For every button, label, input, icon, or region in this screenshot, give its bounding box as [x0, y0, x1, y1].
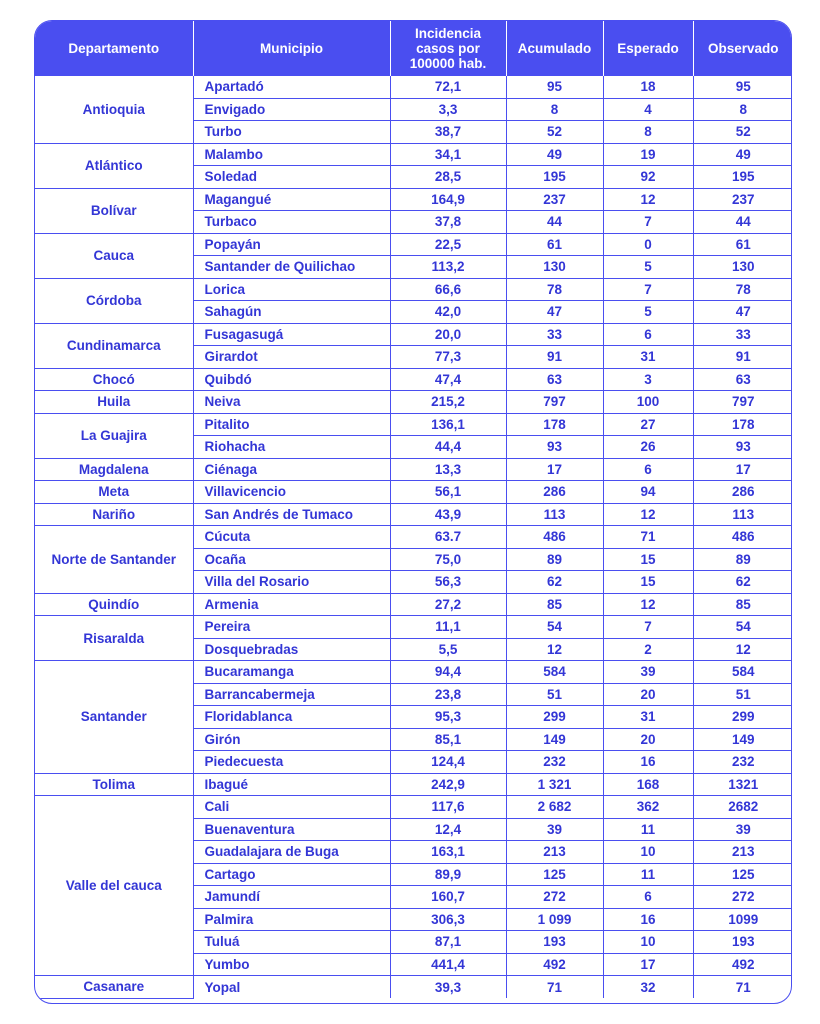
esperado-cell: 27	[603, 413, 693, 436]
acumulado-cell: 195	[506, 166, 603, 189]
acumulado-cell: 51	[506, 683, 603, 706]
incidencia-cell: 117,6	[390, 796, 506, 819]
incidencia-cell: 89,9	[390, 863, 506, 886]
incidencia-cell: 124,4	[390, 751, 506, 774]
municipio-cell: Popayán	[193, 233, 390, 256]
esperado-cell: 26	[603, 436, 693, 459]
incidencia-cell: 38,7	[390, 121, 506, 144]
esperado-cell: 16	[603, 908, 693, 931]
esperado-cell: 6	[603, 886, 693, 909]
acumulado-cell: 62	[506, 571, 603, 594]
table-row	[35, 616, 792, 639]
acumulado-cell: 1 099	[506, 908, 603, 931]
table-row	[35, 458, 792, 481]
incidencia-cell: 136,1	[390, 413, 506, 436]
acumulado-cell: 54	[506, 616, 603, 639]
acumulado-cell: 286	[506, 481, 603, 504]
esperado-cell: 17	[603, 953, 693, 976]
departamento-cell: Antioquia	[35, 76, 193, 144]
municipio-cell: Girardot	[193, 346, 390, 369]
acumulado-cell: 299	[506, 706, 603, 729]
municipio-cell: Piedecuesta	[193, 751, 390, 774]
municipio-cell: Yumbo	[193, 953, 390, 976]
incidencia-cell: 94,4	[390, 661, 506, 684]
municipio-cell: Barrancabermeja	[193, 683, 390, 706]
municipio-cell: Bucaramanga	[193, 661, 390, 684]
departamento-cell: Bolívar	[35, 188, 193, 233]
incidencia-cell: 160,7	[390, 886, 506, 909]
incidencia-cell: 77,3	[390, 346, 506, 369]
table-row	[35, 76, 792, 99]
acumulado-cell: 237	[506, 188, 603, 211]
esperado-cell: 7	[603, 278, 693, 301]
municipio-cell: Cali	[193, 796, 390, 819]
observado-cell: 1099	[693, 908, 792, 931]
observado-cell: 71	[693, 976, 792, 999]
municipio-cell: Villa del Rosario	[193, 571, 390, 594]
header-municipio: Municipio	[193, 21, 390, 76]
municipio-cell: Ciénaga	[193, 458, 390, 481]
incidencia-cell: 66,6	[390, 278, 506, 301]
observado-cell: 125	[693, 863, 792, 886]
acumulado-cell: 47	[506, 301, 603, 324]
municipio-cell: Malambo	[193, 143, 390, 166]
acumulado-cell: 178	[506, 413, 603, 436]
esperado-cell: 11	[603, 818, 693, 841]
esperado-cell: 8	[603, 121, 693, 144]
incidencia-cell: 12,4	[390, 818, 506, 841]
observado-cell: 178	[693, 413, 792, 436]
observado-cell: 195	[693, 166, 792, 189]
incidencia-cell: 34,1	[390, 143, 506, 166]
acumulado-cell: 93	[506, 436, 603, 459]
table-row	[35, 503, 792, 526]
acumulado-cell: 12	[506, 638, 603, 661]
incidencia-cell: 43,9	[390, 503, 506, 526]
municipio-cell: Turbaco	[193, 211, 390, 234]
acumulado-cell: 193	[506, 931, 603, 954]
table-row	[35, 391, 792, 414]
acumulado-cell: 584	[506, 661, 603, 684]
table-row	[35, 773, 792, 796]
header-acumulado: Acumulado	[506, 21, 603, 76]
acumulado-cell: 78	[506, 278, 603, 301]
municipio-cell: Envigado	[193, 98, 390, 121]
departamento-cell: Meta	[35, 481, 193, 504]
esperado-cell: 4	[603, 98, 693, 121]
esperado-cell: 6	[603, 323, 693, 346]
esperado-cell: 20	[603, 683, 693, 706]
municipio-cell: Soledad	[193, 166, 390, 189]
municipio-cell: Riohacha	[193, 436, 390, 459]
esperado-cell: 20	[603, 728, 693, 751]
acumulado-cell: 130	[506, 256, 603, 279]
observado-cell: 492	[693, 953, 792, 976]
incidencia-cell: 44,4	[390, 436, 506, 459]
municipio-cell: Buenaventura	[193, 818, 390, 841]
observado-cell: 237	[693, 188, 792, 211]
municipio-cell: Villavicencio	[193, 481, 390, 504]
municipio-cell: Jamundí	[193, 886, 390, 909]
acumulado-cell: 52	[506, 121, 603, 144]
observado-cell: 113	[693, 503, 792, 526]
observado-cell: 584	[693, 661, 792, 684]
acumulado-cell: 272	[506, 886, 603, 909]
esperado-cell: 94	[603, 481, 693, 504]
incidencia-cell: 27,2	[390, 593, 506, 616]
esperado-cell: 3	[603, 368, 693, 391]
acumulado-cell: 492	[506, 953, 603, 976]
esperado-cell: 71	[603, 526, 693, 549]
departamento-cell: Valle del cauca	[35, 796, 193, 976]
table-body	[35, 76, 792, 999]
observado-cell: 91	[693, 346, 792, 369]
observado-cell: 299	[693, 706, 792, 729]
incidencia-cell: 85,1	[390, 728, 506, 751]
incidencia-cell: 242,9	[390, 773, 506, 796]
incidencia-cell: 47,4	[390, 368, 506, 391]
acumulado-cell: 44	[506, 211, 603, 234]
observado-cell: 39	[693, 818, 792, 841]
municipio-cell: Santander de Quilichao	[193, 256, 390, 279]
incidencia-cell: 163,1	[390, 841, 506, 864]
observado-cell: 61	[693, 233, 792, 256]
incidencia-cell: 42,0	[390, 301, 506, 324]
departamento-cell: Norte de Santander	[35, 526, 193, 594]
esperado-cell: 5	[603, 256, 693, 279]
esperado-cell: 168	[603, 773, 693, 796]
departamento-cell: Quindío	[35, 593, 193, 616]
departamento-cell: Nariño	[35, 503, 193, 526]
incidencia-cell: 28,5	[390, 166, 506, 189]
acumulado-cell: 213	[506, 841, 603, 864]
header-departamento: Departamento	[35, 21, 193, 76]
esperado-cell: 15	[603, 548, 693, 571]
incidencia-cell: 56,3	[390, 571, 506, 594]
departamento-cell: La Guajira	[35, 413, 193, 458]
municipio-cell: Apartadó	[193, 76, 390, 99]
acumulado-cell: 71	[506, 976, 603, 999]
observado-cell: 1321	[693, 773, 792, 796]
esperado-cell: 12	[603, 593, 693, 616]
municipio-cell: Pereira	[193, 616, 390, 639]
acumulado-cell: 8	[506, 98, 603, 121]
departamento-cell: Risaralda	[35, 616, 193, 661]
acumulado-cell: 1 321	[506, 773, 603, 796]
incidencia-cell: 13,3	[390, 458, 506, 481]
table-row	[35, 143, 792, 166]
municipio-cell: Sahagún	[193, 301, 390, 324]
table-row	[35, 413, 792, 436]
observado-cell: 52	[693, 121, 792, 144]
acumulado-cell: 113	[506, 503, 603, 526]
observado-cell: 130	[693, 256, 792, 279]
table-row	[35, 796, 792, 819]
esperado-cell: 10	[603, 841, 693, 864]
table-row	[35, 526, 792, 549]
incidencia-cell: 11,1	[390, 616, 506, 639]
observado-cell: 797	[693, 391, 792, 414]
observado-cell: 8	[693, 98, 792, 121]
acumulado-cell: 232	[506, 751, 603, 774]
observado-cell: 54	[693, 616, 792, 639]
observado-cell: 93	[693, 436, 792, 459]
esperado-cell: 18	[603, 76, 693, 99]
incidencia-cell: 75,0	[390, 548, 506, 571]
esperado-cell: 31	[603, 346, 693, 369]
municipio-cell: Ibagué	[193, 773, 390, 796]
observado-cell: 2682	[693, 796, 792, 819]
esperado-cell: 5	[603, 301, 693, 324]
incidencia-cell: 5,5	[390, 638, 506, 661]
municipio-cell: Tuluá	[193, 931, 390, 954]
incidencia-cell: 3,3	[390, 98, 506, 121]
incidence-table	[35, 21, 792, 999]
esperado-cell: 19	[603, 143, 693, 166]
acumulado-cell: 125	[506, 863, 603, 886]
departamento-cell: Chocó	[35, 368, 193, 391]
table-row	[35, 976, 792, 999]
departamento-cell: Cundinamarca	[35, 323, 193, 368]
data-table-container	[34, 20, 792, 1004]
observado-cell: 78	[693, 278, 792, 301]
acumulado-cell: 49	[506, 143, 603, 166]
observado-cell: 62	[693, 571, 792, 594]
observado-cell: 63	[693, 368, 792, 391]
header-row	[35, 21, 792, 76]
departamento-cell: Córdoba	[35, 278, 193, 323]
table-row	[35, 233, 792, 256]
municipio-cell: Neiva	[193, 391, 390, 414]
table-row	[35, 188, 792, 211]
esperado-cell: 7	[603, 211, 693, 234]
acumulado-cell: 33	[506, 323, 603, 346]
municipio-cell: Cúcuta	[193, 526, 390, 549]
esperado-cell: 0	[603, 233, 693, 256]
incidencia-cell: 56,1	[390, 481, 506, 504]
departamento-cell: Santander	[35, 661, 193, 774]
municipio-cell: Yopal	[193, 976, 390, 999]
esperado-cell: 6	[603, 458, 693, 481]
departamento-cell: Casanare	[35, 976, 193, 999]
municipio-cell: Turbo	[193, 121, 390, 144]
esperado-cell: 10	[603, 931, 693, 954]
table-row	[35, 368, 792, 391]
municipio-cell: Guadalajara de Buga	[193, 841, 390, 864]
acumulado-cell: 91	[506, 346, 603, 369]
esperado-cell: 12	[603, 188, 693, 211]
observado-cell: 85	[693, 593, 792, 616]
esperado-cell: 39	[603, 661, 693, 684]
incidencia-cell: 23,8	[390, 683, 506, 706]
table-row	[35, 593, 792, 616]
departamento-cell: Cauca	[35, 233, 193, 278]
observado-cell: 44	[693, 211, 792, 234]
table-row	[35, 481, 792, 504]
acumulado-cell: 85	[506, 593, 603, 616]
municipio-cell: Pitalito	[193, 413, 390, 436]
observado-cell: 49	[693, 143, 792, 166]
municipio-cell: Cartago	[193, 863, 390, 886]
acumulado-cell: 149	[506, 728, 603, 751]
municipio-cell: Floridablanca	[193, 706, 390, 729]
acumulado-cell: 63	[506, 368, 603, 391]
incidencia-cell: 37,8	[390, 211, 506, 234]
incidencia-cell: 113,2	[390, 256, 506, 279]
observado-cell: 272	[693, 886, 792, 909]
municipio-cell: San Andrés de Tumaco	[193, 503, 390, 526]
esperado-cell: 16	[603, 751, 693, 774]
table-row	[35, 323, 792, 346]
esperado-cell: 7	[603, 616, 693, 639]
incidencia-cell: 72,1	[390, 76, 506, 99]
header-observado: Observado	[693, 21, 792, 76]
header-incidencia: Incidencia casos por 100000 hab.	[390, 21, 506, 76]
observado-cell: 149	[693, 728, 792, 751]
acumulado-cell: 2 682	[506, 796, 603, 819]
incidencia-cell: 87,1	[390, 931, 506, 954]
acumulado-cell: 61	[506, 233, 603, 256]
esperado-cell: 32	[603, 976, 693, 999]
esperado-cell: 92	[603, 166, 693, 189]
esperado-cell: 15	[603, 571, 693, 594]
esperado-cell: 11	[603, 863, 693, 886]
table-row	[35, 661, 792, 684]
esperado-cell: 31	[603, 706, 693, 729]
municipio-cell: Quibdó	[193, 368, 390, 391]
acumulado-cell: 17	[506, 458, 603, 481]
observado-cell: 95	[693, 76, 792, 99]
header-esperado: Esperado	[603, 21, 693, 76]
acumulado-cell: 486	[506, 526, 603, 549]
municipio-cell: Dosquebradas	[193, 638, 390, 661]
observado-cell: 89	[693, 548, 792, 571]
incidencia-cell: 215,2	[390, 391, 506, 414]
acumulado-cell: 89	[506, 548, 603, 571]
departamento-cell: Atlántico	[35, 143, 193, 188]
table-row	[35, 278, 792, 301]
table-header	[35, 21, 792, 76]
departamento-cell: Magdalena	[35, 458, 193, 481]
incidencia-cell: 306,3	[390, 908, 506, 931]
acumulado-cell: 95	[506, 76, 603, 99]
observado-cell: 286	[693, 481, 792, 504]
departamento-cell: Huila	[35, 391, 193, 414]
esperado-cell: 100	[603, 391, 693, 414]
observado-cell: 232	[693, 751, 792, 774]
observado-cell: 193	[693, 931, 792, 954]
esperado-cell: 12	[603, 503, 693, 526]
observado-cell: 17	[693, 458, 792, 481]
incidencia-cell: 95,3	[390, 706, 506, 729]
acumulado-cell: 39	[506, 818, 603, 841]
municipio-cell: Ocaña	[193, 548, 390, 571]
municipio-cell: Girón	[193, 728, 390, 751]
municipio-cell: Magangué	[193, 188, 390, 211]
observado-cell: 12	[693, 638, 792, 661]
observado-cell: 486	[693, 526, 792, 549]
municipio-cell: Palmira	[193, 908, 390, 931]
observado-cell: 47	[693, 301, 792, 324]
incidencia-cell: 164,9	[390, 188, 506, 211]
incidencia-cell: 39,3	[390, 976, 506, 999]
observado-cell: 51	[693, 683, 792, 706]
municipio-cell: Fusagasugá	[193, 323, 390, 346]
observado-cell: 33	[693, 323, 792, 346]
incidencia-cell: 441,4	[390, 953, 506, 976]
municipio-cell: Lorica	[193, 278, 390, 301]
departamento-cell: Tolima	[35, 773, 193, 796]
observado-cell: 213	[693, 841, 792, 864]
esperado-cell: 2	[603, 638, 693, 661]
incidencia-cell: 20,0	[390, 323, 506, 346]
acumulado-cell: 797	[506, 391, 603, 414]
municipio-cell: Armenia	[193, 593, 390, 616]
incidencia-cell: 63.7	[390, 526, 506, 549]
esperado-cell: 362	[603, 796, 693, 819]
incidencia-cell: 22,5	[390, 233, 506, 256]
